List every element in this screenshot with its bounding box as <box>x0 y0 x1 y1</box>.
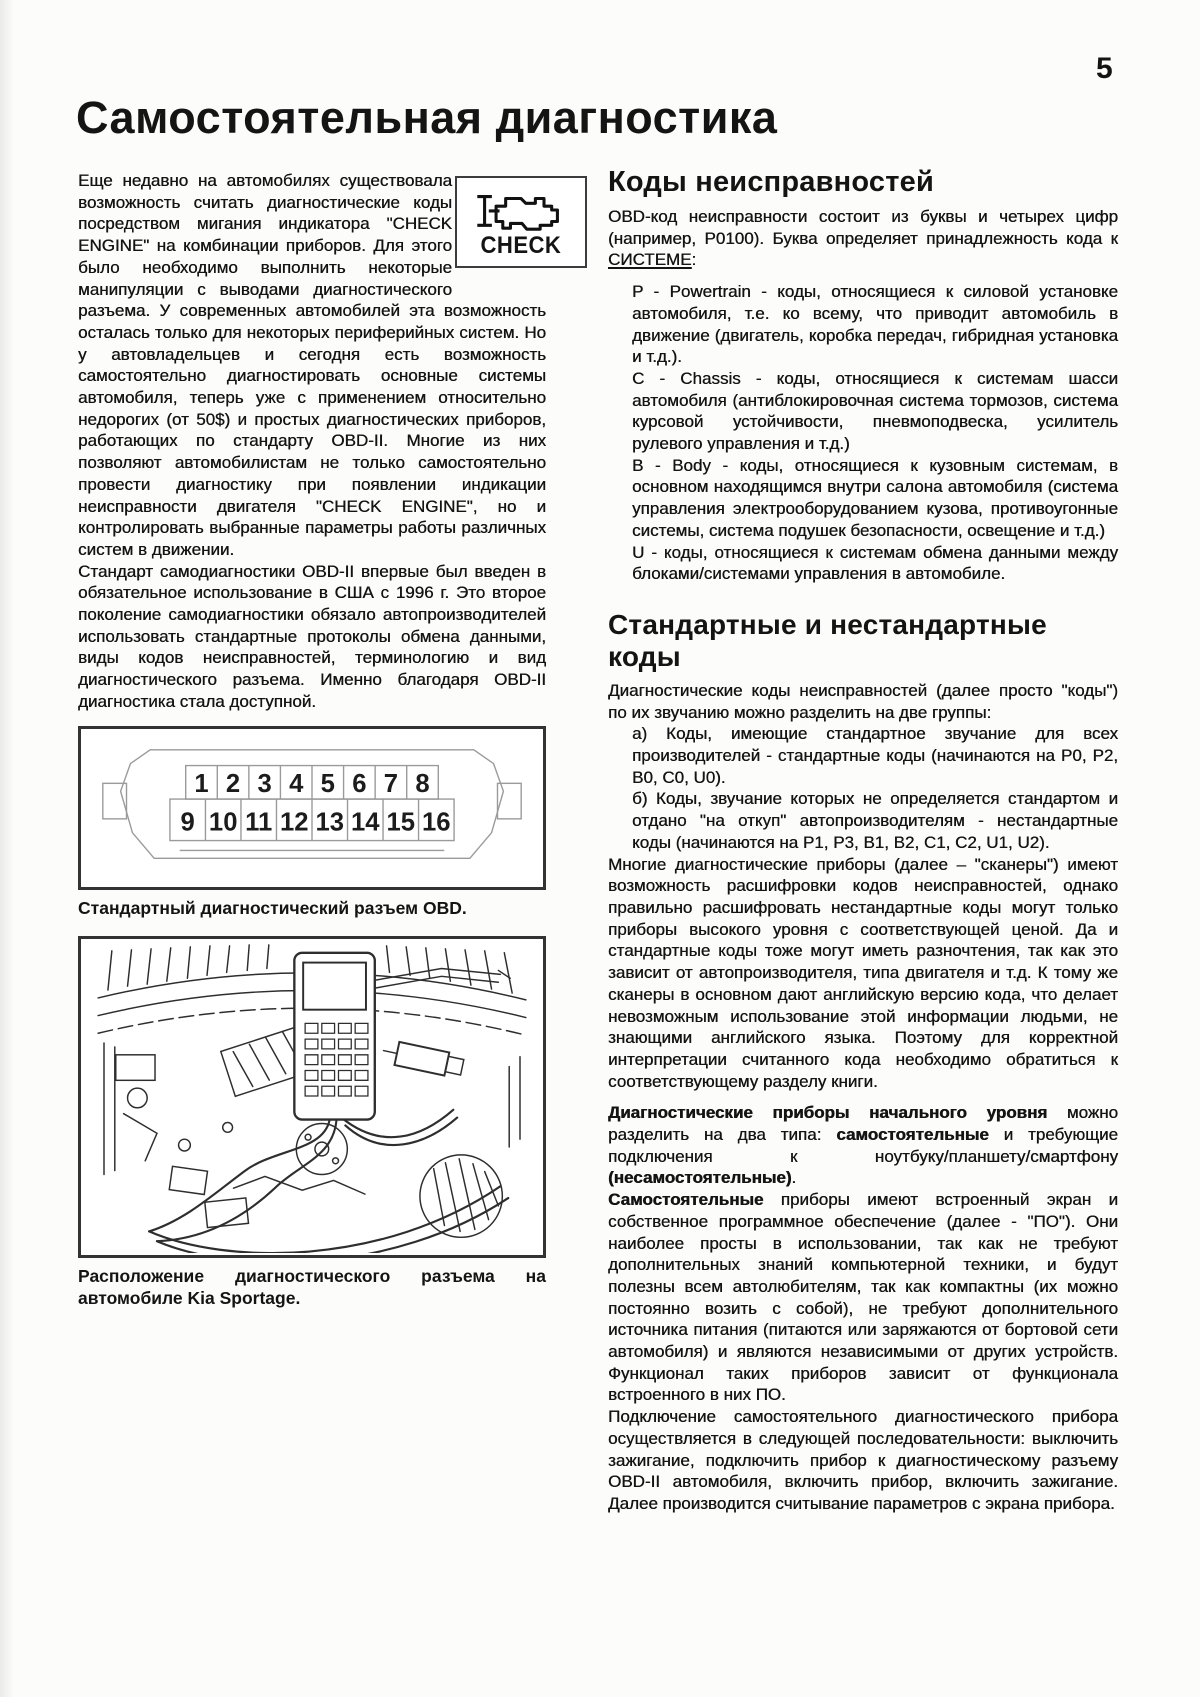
obd-pin: 6 <box>352 769 367 798</box>
paragraph: Многие диагностические приборы (далее – "сканеры") имеют возможность расшифровки кодов неисправностей, однако правильно расшифровать нестандартные коды могут только приборы высокого уровня с соответствующей ценой. Да и стандартные коды тоже могут иметь разночтения, так как это зависит от автопроизводителя, типа двигателя и т.д. К тому же сканеры в основном дают английскую версию кода, что делает невозможным использование этой информации людьми, не знающими английского языка. Поэтому для корректной интерпретации считанного кода необходимо обратиться к соответствующему разделу книги. <box>608 854 1118 1091</box>
list-item-powertrain: P - Powertrain - коды, относящиеся к силовой установке автомобиля, т.е. ко всему, что приводит автомобиль в движение (двигатель, коробка передач, гибридная установка и т.д.). <box>632 282 1118 367</box>
paragraph: Подключение самостоятельного диагностического прибора осуществляется в следующей последовательности: выключить зажигание, подключить прибор к диагностическому разъему OBD-II автомобиля, включить прибор, включить зажигание. Далее производится считывание параметров с экрана прибора. <box>608 1407 1118 1513</box>
paragraph <box>78 170 546 561</box>
figure-caption: Расположение диагностического разъема на автомобиле Kia Sportage. <box>78 1265 546 1308</box>
obd-pin: 8 <box>415 769 430 798</box>
obd-pin: 16 <box>422 808 451 837</box>
obd-pin: 9 <box>180 808 195 837</box>
paragraph-text: Еще недавно на автомобилях существовала возможность считать диагностические коды посредством мигания индикатора "CHECK ENGINE" на комбинации приборов. Для этого было необходимо выполнить некоторые манипуляции с выводами диагностического разъема. У современных автомобилей эта возможность осталась только для некоторых периферийных систем. Но у автовладельцев и сегодня есть возможность самостоятельно диагностировать основные системы автомобиля, теперь уже с применением относительно недорогих (от 50$) и простых диагностических приборов, работающих по стандарту OBD-II. Многие из них позволяют автомобилистам не только самостоятельно провести диагностику при появлении индикации неисправности двигателя "CHECK ENGINE", но и контролировать выбранные параметры работы различных систем в движении. <box>78 171 546 559</box>
page-title: Самостоятельная диагностика <box>76 92 778 143</box>
obd-pin: 10 <box>208 808 238 837</box>
paragraph-text: и требующие подключения к ноутбуку/планшету/смартфону <box>608 1125 1119 1166</box>
obd-connector-drawing <box>92 734 532 882</box>
obd-pin: 15 <box>386 808 416 837</box>
paragraph-text: : <box>691 250 697 270</box>
right-column <box>608 166 1118 1515</box>
section-heading-standard-codes: Стандартные и нестандартные коды <box>608 608 1047 672</box>
obd-pin: 4 <box>289 769 304 798</box>
obd-pin: 2 <box>225 769 241 798</box>
obd-pin: 13 <box>315 808 345 837</box>
paragraph <box>608 1189 1118 1406</box>
page-number: 5 <box>1096 52 1113 85</box>
paragraph <box>608 206 1118 271</box>
paragraph: Стандарт самодиагностики OBD-II впервые был введен в обязательное использование в США с 1996 г. Это второе поколение самодиагностики обязало автопроизводителей использовать стандартные протоколы обмена данными, виды кодов неисправностей, терминологию и вид диагностического разъема. Именно благодаря OBD-II диагностика стала доступной. <box>78 561 546 711</box>
obd-pin: 12 <box>279 808 309 837</box>
paragraph-text: . <box>791 1168 797 1188</box>
paragraph: Диагностические коды неисправностей (далее просто "коды") по их звучанию можно разделить на две группы: <box>608 680 1118 722</box>
obd-connector-figure <box>78 726 546 890</box>
list-item-body: B - Body - коды, относящиеся к кузовным системам, в основном находящимся внутри салона автомобиля (система управления электрооборудованием кузова, противоугонные системы, система подушек безопасности, освещение и т.д.) <box>632 455 1118 540</box>
paragraph <box>608 1102 1118 1189</box>
paragraph-text: можно разделить на два типа: <box>608 1103 1119 1145</box>
list-item-chassis: C - Chassis - коды, относящиеся к системам шасси автомобиля (антиблокировочная система тормозов, система курсовой устойчивости, пневмоподвеска, усилитель рулевого управления и т.д.) <box>632 368 1118 454</box>
list-item-network: U - коды, относящиеся к системам обмена данными между блоками/системами управления в автомобиле. <box>632 542 1118 584</box>
obd-pin: 5 <box>320 769 335 798</box>
engine-bay-figure <box>78 936 546 1258</box>
lead-bold: самостоятельные <box>836 1125 989 1145</box>
list-item-nonstandard: б) Коды, звучание которых не определяется стандартом и отдано "на откуп" автопроизводителям - нестандартные коды (начинаются на P1, P3, B1, B2, C1, C2, U1, U2). <box>632 789 1118 852</box>
obd-pin: 11 <box>245 808 273 837</box>
paragraph-text: приборы имеют встроенный экран и собственное программное обеспечение (далее - "ПО"). Они наиболее просты в использовании, так как не требуют дополнительных знаний компьютерной техники, и будут полезны всем автолюбителям, так как компактны (их можно постоянно возить с собой), не требуют дополнительного источника питания (питаются или заряжаются от бортовой сети автомобиля) и являются независимыми от других устройств. Функционал таких приборов зависит от функционала встроенного в них ПО. <box>608 1190 1118 1405</box>
list-item-standard: а) Коды, имеющие стандартное звучание для всех производителей - стандартные коды (начинаются на P0, P2, B0, C0, U0). <box>632 724 1118 787</box>
left-column <box>78 170 546 1309</box>
figure-caption: Стандартный диагностический разъем OBD. <box>78 897 467 918</box>
lead-bold: (несамостоятельные) <box>608 1168 792 1188</box>
lead-bold: Самостоятельные <box>608 1190 764 1210</box>
lamp-box-spacer <box>452 170 546 280</box>
obd-pin: 7 <box>383 769 399 798</box>
lead-bold: Диагностические приборы начального уровня <box>608 1103 1048 1123</box>
check-engine-lamp-label: CHECK <box>480 231 562 259</box>
underlined-term: СИСТЕМЕ <box>608 250 692 270</box>
obd-pin: 14 <box>351 808 380 837</box>
engine-bay-illustration <box>83 941 541 1253</box>
scan-shadow <box>0 0 14 1697</box>
section-heading-fault-codes: Коды неисправностей <box>608 166 934 198</box>
obd-pin: 3 <box>257 769 272 798</box>
paragraph-text: OBD-код неисправности состоит из буквы и четырех цифр (например, P0100). Буква определяет принадлежность кода к <box>608 207 1118 248</box>
obd-pin: 1 <box>194 769 209 798</box>
